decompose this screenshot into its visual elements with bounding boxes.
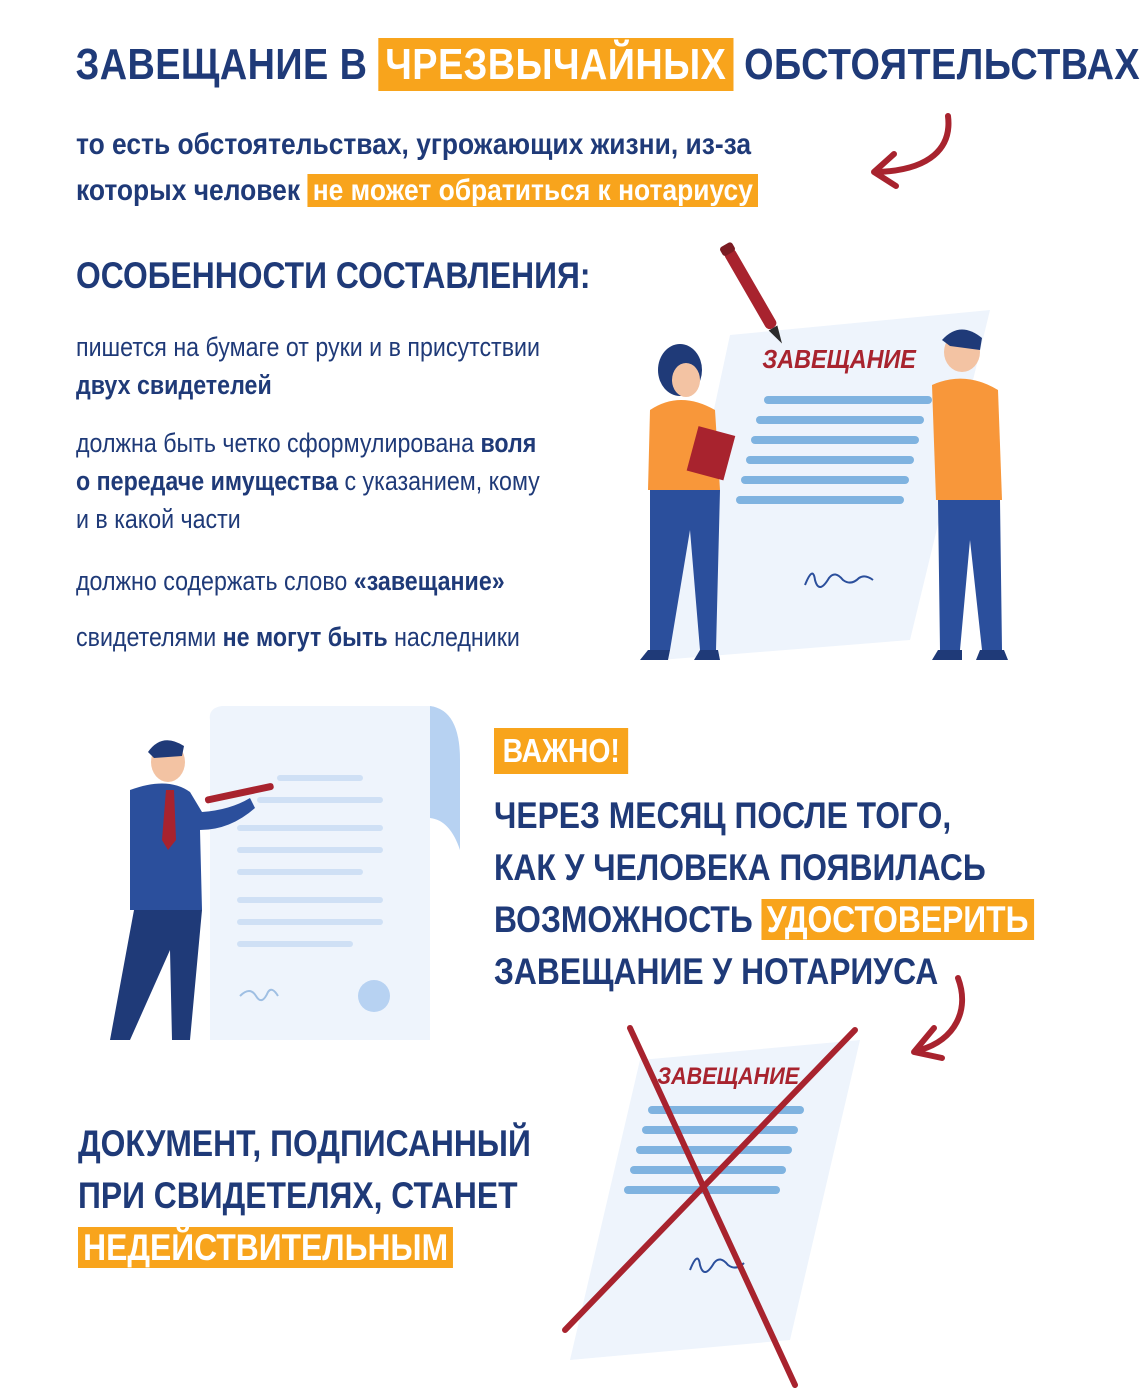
scroll-icon bbox=[210, 706, 460, 1040]
subtitle-line-2 bbox=[76, 168, 798, 214]
title-highlight: ЧРЕЗВЫЧАЙНЫХ bbox=[378, 38, 733, 91]
invalid-will-illustration bbox=[560, 1020, 870, 1390]
features-heading: ОСОБЕННОСТИ СОСТАВЛЕНИЯ: bbox=[76, 255, 591, 296]
title-part-2: ОБСТОЯТЕЛЬСТВАХ bbox=[744, 40, 1140, 89]
important-line-3-start: ВОЗМОЖНОСТЬ bbox=[494, 899, 753, 940]
feature-1-line-1: пишется на бумаге от руки и в присутствии bbox=[76, 332, 540, 362]
feature-item-3 bbox=[76, 562, 558, 600]
businessman-scroll-illustration bbox=[90, 700, 470, 1050]
result-line-2: ПРИ СВИДЕТЕЛЯХ, СТАНЕТ bbox=[78, 1175, 518, 1216]
feature-2-bold-1: воля bbox=[480, 428, 537, 458]
feature-1-bold: двух свидетелей bbox=[76, 370, 272, 400]
feature-item-2 bbox=[76, 424, 558, 538]
important-line-3 bbox=[494, 894, 1029, 946]
feature-2-bold-2: о передаче имущества bbox=[76, 466, 339, 496]
feature-4-end: наследники bbox=[394, 622, 520, 652]
feature-3-start: должно содержать слово bbox=[76, 566, 348, 596]
important-line-2: КАК У ЧЕЛОВЕКА ПОЯВИЛАСЬ bbox=[494, 847, 986, 888]
feature-2-mid: с указанием, кому bbox=[344, 466, 540, 496]
crossed-document-label: ЗАВЕЩАНИЕ bbox=[657, 1061, 800, 1090]
result-highlight: НЕДЕЙСТВИТЕЛЬНЫМ bbox=[78, 1227, 453, 1268]
title-part-1: ЗАВЕЩАНИЕ В bbox=[75, 40, 368, 89]
feature-4-start: свидетелями bbox=[76, 622, 217, 652]
subtitle-line-1: то есть обстоятельствах, угрожающих жизни, из-за bbox=[76, 128, 752, 161]
important-text bbox=[494, 790, 1029, 998]
subtitle-line-2-start: которых человек bbox=[76, 174, 301, 207]
will-signing-illustration bbox=[620, 240, 1020, 670]
important-badge: ВАЖНО! bbox=[494, 728, 628, 774]
important-line-4: ЗАВЕЩАНИЕ У НОТАРИУСА bbox=[494, 951, 939, 992]
important-line-1: ЧЕРЕЗ МЕСЯЦ ПОСЛЕ ТОГО, bbox=[494, 795, 952, 836]
arrow-down-icon bbox=[900, 970, 980, 1070]
subtitle bbox=[76, 122, 798, 214]
feature-2-start: должна быть четко сформулирована bbox=[76, 428, 475, 458]
feature-2-end: и в какой части bbox=[76, 504, 241, 534]
arrow-icon bbox=[860, 108, 960, 198]
result-line-1: ДОКУМЕНТ, ПОДПИСАННЫЙ bbox=[78, 1123, 531, 1164]
page-title bbox=[75, 40, 1140, 90]
subtitle-highlight: не может обратиться к нотариусу bbox=[307, 174, 758, 207]
document-label: ЗАВЕЩАНИЕ bbox=[762, 345, 916, 375]
feature-4-bold: не могут быть bbox=[222, 622, 388, 652]
result-text bbox=[78, 1118, 531, 1274]
feature-3-bold: «завещание» bbox=[353, 566, 505, 596]
important-highlight: УДОСТОВЕРИТЬ bbox=[762, 899, 1034, 940]
feature-item-4 bbox=[76, 618, 558, 656]
feature-item-1 bbox=[76, 328, 558, 404]
pen-icon bbox=[719, 241, 788, 347]
